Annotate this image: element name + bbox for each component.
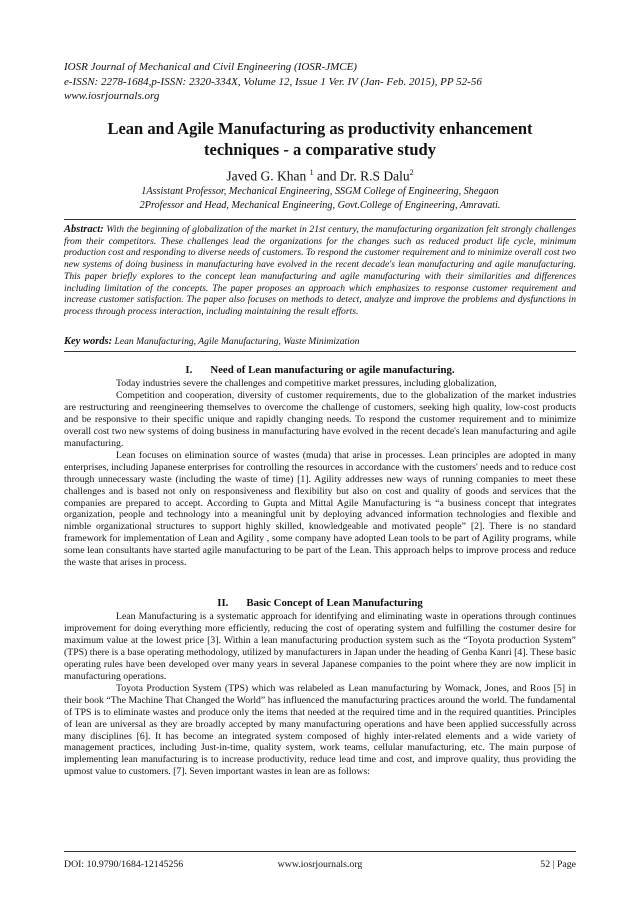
footer-doi: DOI: 10.9790/1684-12145256 — [64, 859, 184, 870]
section-1-number: I. — [185, 364, 193, 376]
journal-website[interactable]: www.iosrjournals.org — [64, 90, 160, 102]
footer-page-number: 52 | Page — [540, 859, 576, 870]
author-2-marker: 2 — [409, 168, 414, 177]
paragraph: Lean Manufacturing is a systematic approach for identifying and eliminating waste in operations through continues improvement for doing everything more efficiently, reducing the cost of operating system and fulfilling the costumer desire for maximum value at the lowest price [3]. Within a lean manufacturing production system such as the “Toyota production System” (TPS) there is a base operating methodology, utilized by manufacturers in Japan under the heading of Genba Kanri [4]. These basic operating rules have been developed over many years in several Japanese companies to the point where they are now implicit in manufacturing operations. — [64, 611, 576, 682]
paragraph: Toyota Production System (TPS) which was relabeled as Lean manufacturing by Womack, Jones, and Roos [5] in their book “The Machine That Changed the World” has influenced the manufacturing practices around the world. The fundamental of TPS is to eliminate wastes and produce only the items that needed at the required time and in the required quantities. Principles of lean are universal as they are broadly accepted by many manufacturing operations and have been applied successfully across many disciplines [6]. It has become an integrated system composed of highly inter-related elements and a wide variety of management practices, including Just-in-time, quality system, work teams, cellular manufacturing, etc. The main purpose of implementing lean manufacturing is to increase productivity, reduce lead time and cost, and improve quality, thus providing the upmost value to customers. [7]. Seven important wastes in lean are as follows: — [64, 682, 576, 778]
abstract-top-rule — [64, 219, 576, 220]
affiliation-1: 1Assistant Professor, Mechanical Engineering, SSGM College of Engineering, Shegaon — [141, 186, 499, 197]
abstract-label: Abstract: — [64, 224, 104, 235]
section-2-body — [64, 611, 576, 778]
section-2-number: II. — [217, 597, 229, 609]
author-1-marker: 1 — [309, 168, 314, 177]
journal-header — [64, 60, 576, 104]
title-line-1: Lean and Agile Manufacturing as productivity enhancement — [107, 119, 533, 138]
footer-rule — [64, 851, 576, 852]
section-2-heading — [64, 597, 576, 610]
keywords — [64, 336, 576, 348]
paper-title — [64, 118, 576, 160]
section-1-heading — [64, 364, 576, 377]
keywords-text: Lean Manufacturing, Agile Manufacturing, Waste Minimization — [114, 336, 360, 347]
keywords-label: Key words: — [64, 336, 113, 347]
section-1-body — [64, 378, 576, 569]
author-2: Dr. R.S Dalu — [339, 168, 410, 184]
abstract-text: With the beginning of globalization of the market in 21st century, the manufacturing organization felt strongly challenges from their competitors. These challenges lead the organizations for the changes such as reduced product life cycle, minimum production cost and responding to diverse needs of customers. To respond the customer requirement and to minimize overall cost two new systems of doing business in manufacturing have evolved in the recent decade's lean manufacturing and agile manufacturing. This paper briefly explores to the concept lean manufacturing and agile manufacturing with their similarities and differences including limitation of the concepts. The paper proposes an approach which emphasizes to response customer requirement and increase customer satisfaction. The paper also focuses on methods to detect, analyze and improve the problems and dysfunctions in process through process interaction, including maintaining the result efforts. — [64, 224, 576, 317]
paper-page — [64, 0, 576, 902]
author-1: Javed G. Khan — [226, 168, 307, 184]
journal-name: IOSR Journal of Mechanical and Civil Engineering (IOSR-JMCE) — [64, 61, 357, 73]
title-line-2: techniques - a comparative study — [204, 140, 436, 159]
affiliation-2: 2Professor and Head, Mechanical Engineering, Govt.College of Engineering, Amravati. — [139, 200, 501, 211]
affiliations — [64, 185, 576, 213]
author-conjunction: and — [316, 168, 337, 184]
abstract-bottom-rule — [64, 351, 576, 352]
journal-issn: e-ISSN: 2278-1684,p-ISSN: 2320-334X, Volume 12, Issue 1 Ver. IV (Jan- Feb. 2015), PP 52-56 — [64, 75, 482, 88]
author-line — [64, 164, 576, 186]
abstract — [64, 224, 576, 318]
paragraph: Competition and cooperation, diversity of customer requirements, due to the globalization of the market industries are restructuring and reengineering themselves to overcome the challenge of customers, seeking high quality, low-cost products and be responsive to their specific unique and rapidly changing needs. To respond the customer requirement and to minimize overall cost two new systems of doing business in manufacturing have evolved in the recent decade's lean manufacturing and agile manufacturing. — [64, 389, 576, 449]
paragraph: Today industries severe the challenges and competitive market pressures, including globalization, — [116, 378, 497, 389]
paragraph: Lean focuses on elimination source of wastes (muda) that arise in processes. Lean principles are adopted in many enterprises, including Japanese enterprises for controlling the resources in accordance with the customers' needs and to reduce cost through unnecessary waste (including the waste of time) [1]. Agility addresses new ways of running companies to meet these challenges and is based not only on responsiveness and flexibility but also on cost and quality of goods and services that the companies are prepared to accept. According to Gupta and Mittal Agile Manufacturing is “a business concept that integrates organization, people and technology into a meaningful unit by deploying advanced information technologies and flexible and nimble organizational structures to support highly skilled, knowledgeable and motivated people” [2]. There is no standard framework for implementation of Lean and Agility , some company have adopted Lean tools to be part of Agility programs, while some lean consultants have started agile manufacturing to be part of the Lean. This approach helps to improve process and reduce the waste that arises in process. — [64, 449, 576, 569]
section-1-title: Need of Lean manufacturing or agile manufacturing. — [210, 364, 455, 376]
section-2-title: Basic Concept of Lean Manufacturing — [246, 597, 423, 609]
footer-website[interactable]: www.iosrjournals.org — [277, 859, 363, 870]
